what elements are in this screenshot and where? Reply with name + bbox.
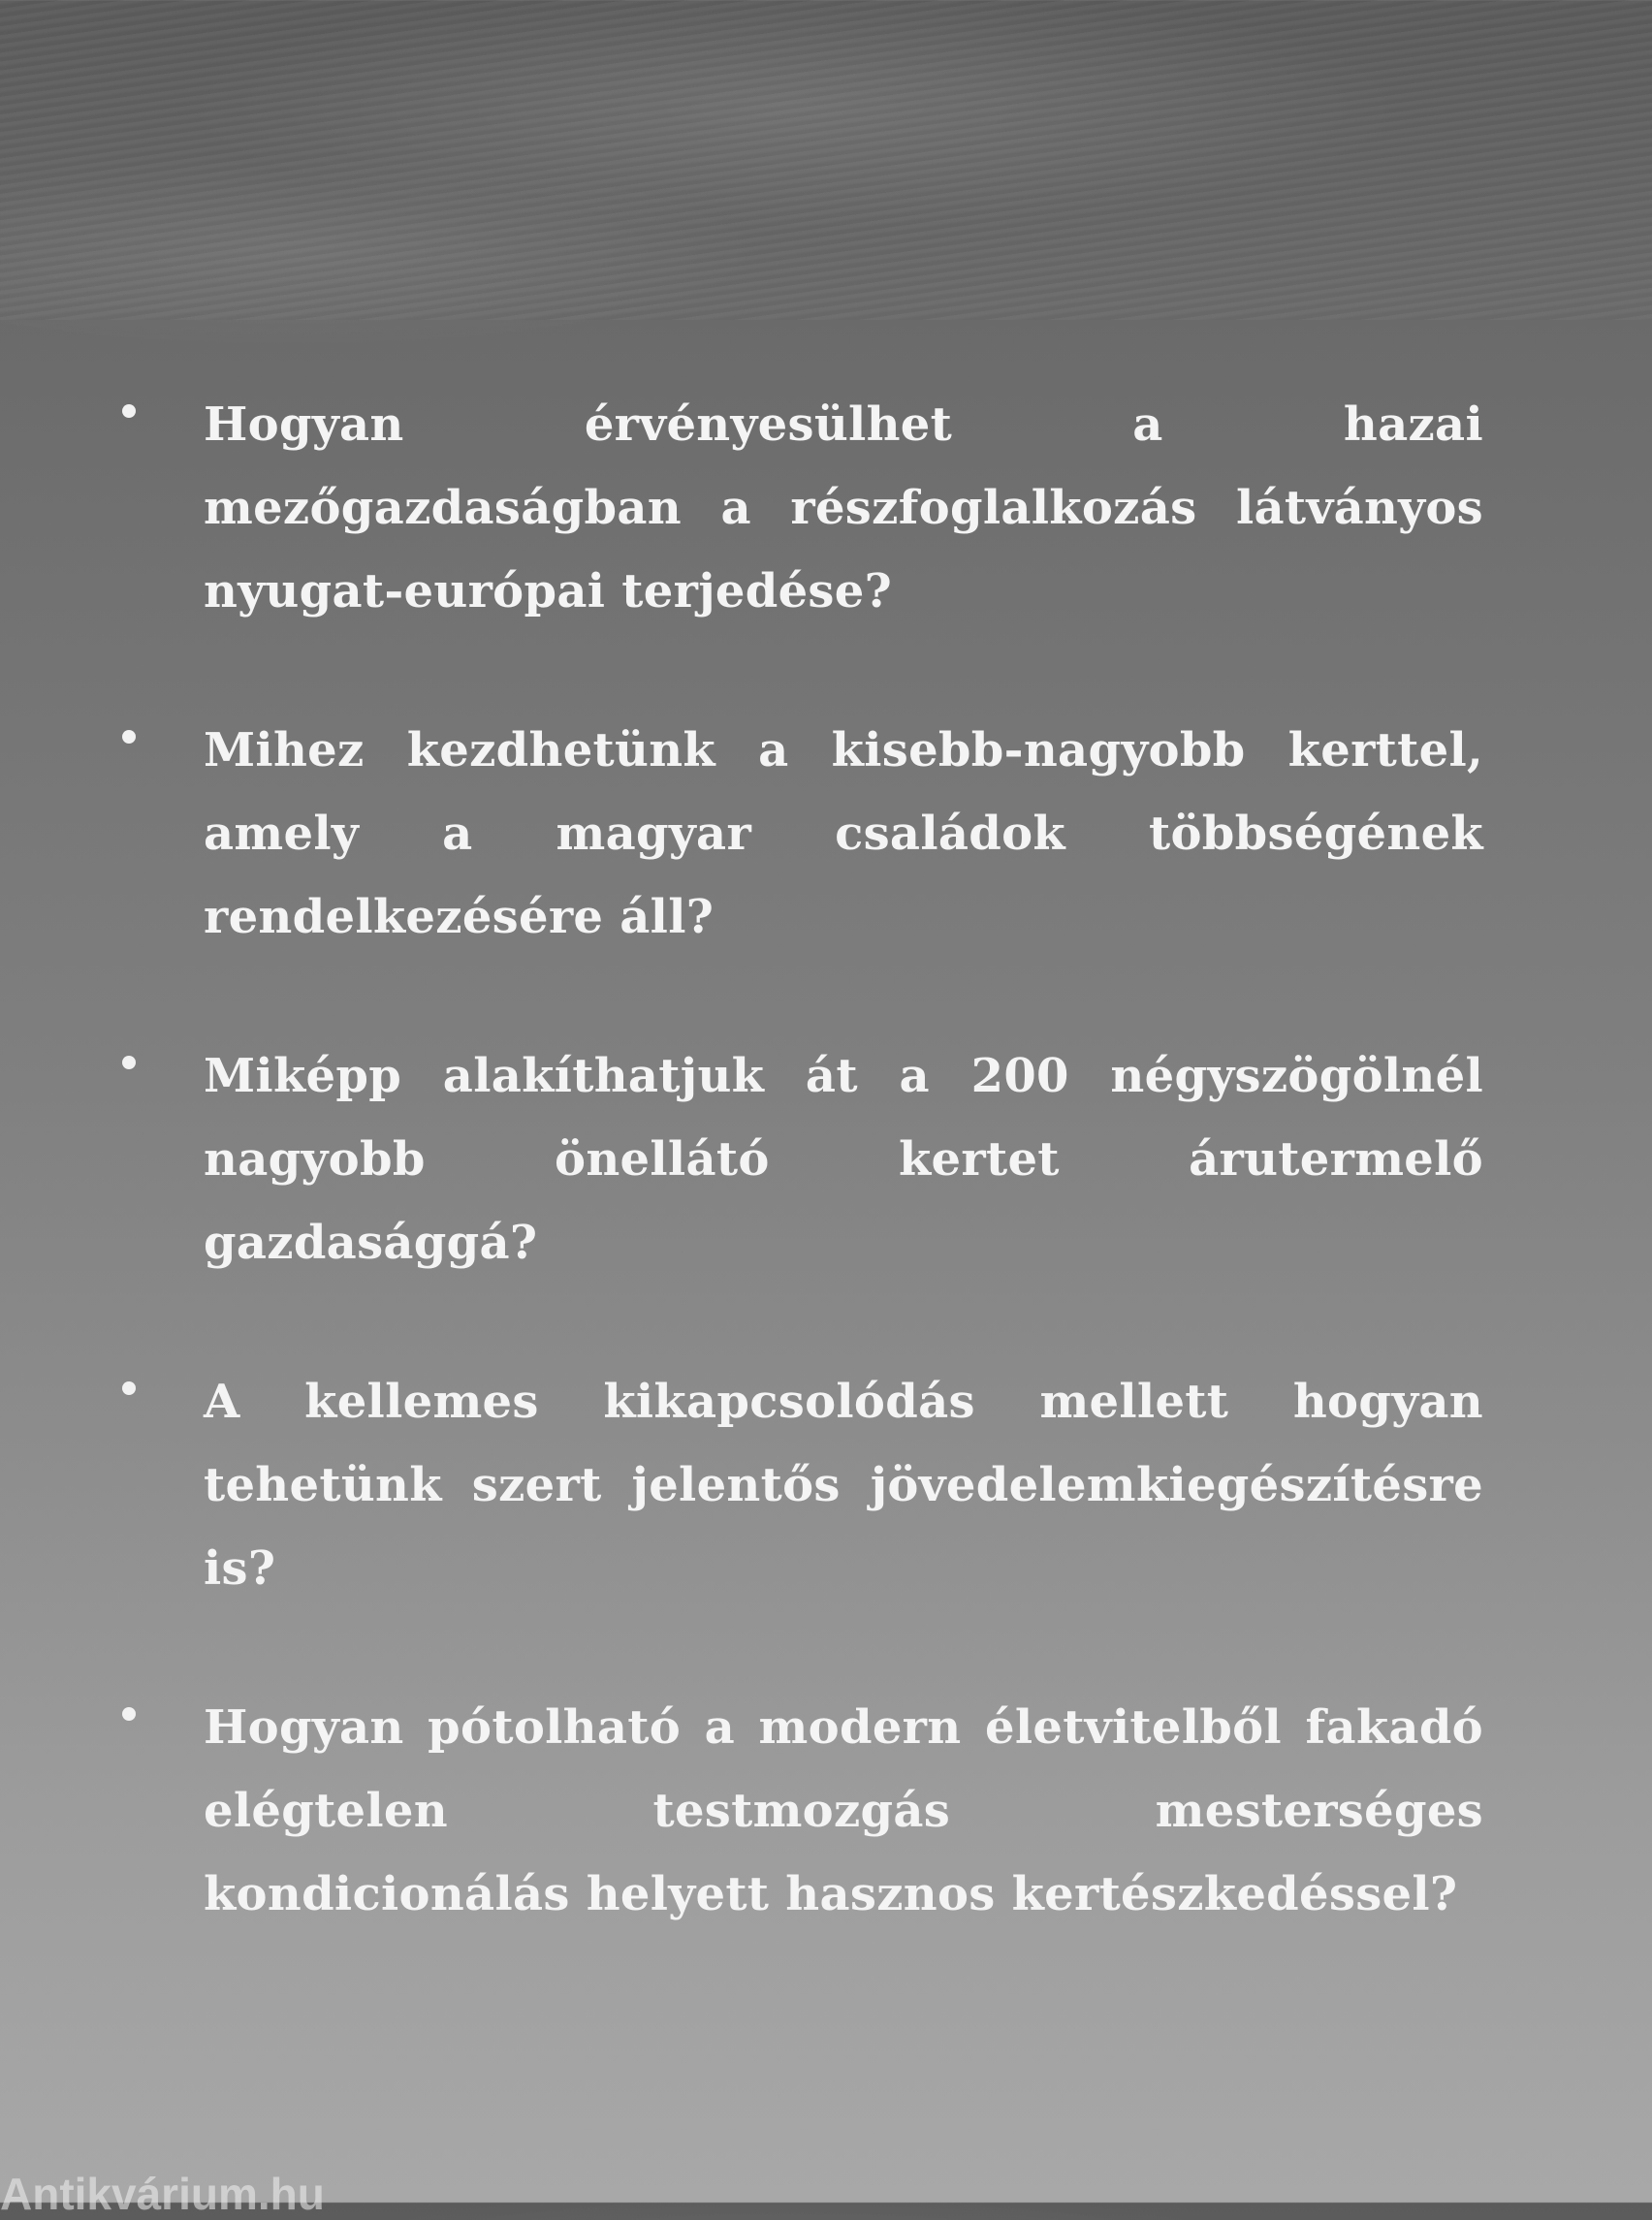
question-list bbox=[116, 383, 1483, 2012]
list-item bbox=[116, 709, 1483, 959]
list-item bbox=[116, 1034, 1483, 1284]
list-item-text: Mihez kezdhetünk a kisebb-nagyobb kerttel, amely a magyar családok többségének rendelkezésére áll? bbox=[204, 723, 1483, 944]
list-item-text: Hogyan pótolható a modern életvitelből fakadó elégtelen testmozgás mesterséges kondicionálás helyett hasznos kertészkedéssel? bbox=[204, 1700, 1483, 1921]
list-item bbox=[116, 1686, 1483, 1936]
bullet-icon bbox=[122, 730, 136, 744]
list-item-text: Miképp alakíthatjuk át a 200 négyszögölnél nagyobb önellátó kertet árutermelő gazdasággá? bbox=[204, 1049, 1483, 1270]
bullet-icon bbox=[122, 1056, 136, 1069]
list-item bbox=[116, 1360, 1483, 1610]
list-item bbox=[116, 383, 1483, 633]
background-texture bbox=[0, 0, 1652, 320]
bullet-icon bbox=[122, 1381, 136, 1395]
list-item-text: A kellemes kikapcsolódás mellett hogyan tehetünk szert jelentős jövedelemkiegészítésre is? bbox=[204, 1375, 1483, 1596]
watermark: Antikvárium.hu bbox=[0, 2169, 325, 2219]
list-item-text: Hogyan érvényesülhet a hazai mezőgazdaságban a részfoglalkozás látványos nyugat-európai terjedése? bbox=[204, 397, 1483, 618]
bullet-icon bbox=[122, 1707, 136, 1721]
bullet-icon bbox=[122, 404, 136, 418]
